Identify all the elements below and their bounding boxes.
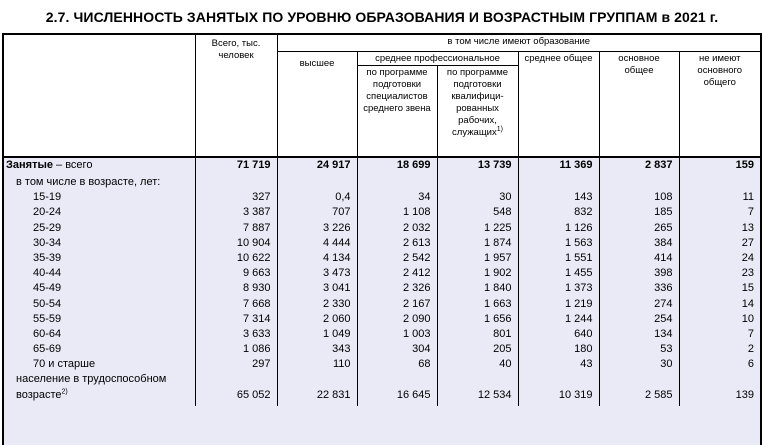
header-basic-general: основное общее [599, 51, 679, 157]
value-cell: 1 874 [437, 236, 518, 251]
working-age-cell: 22 831 [277, 386, 357, 406]
age-group-label: 55-59 [33, 312, 62, 325]
header-total: Всего, тыс. человек [195, 35, 277, 157]
value-cell: 1 551 [518, 251, 599, 266]
age-group-label: 65-69 [33, 343, 62, 356]
header-education-group: в том числе имеют образование [277, 35, 760, 51]
value-cell: 43 [518, 357, 599, 372]
value-cell: 2 542 [357, 251, 437, 266]
value-cell: 185 [599, 205, 679, 220]
value-cell: 1 086 [195, 342, 277, 357]
value-cell: 3 473 [277, 266, 357, 281]
table-row [4, 312, 760, 327]
working-age-cell: 2 585 [599, 386, 679, 406]
value-cell: 10 [679, 312, 760, 327]
value-cell: 398 [599, 266, 679, 281]
value-cell: 7 [679, 205, 760, 220]
header-sp-workers: по программе подготовки квалифици-рованных рабочих, служащих$^{1)}$ [437, 65, 518, 157]
spreadsheet-area [2, 33, 762, 445]
total-row-label: Занятые – всего [6, 159, 93, 171]
age-group-label: 25-29 [33, 221, 62, 234]
age-group-label: 70 и старше [33, 358, 96, 371]
value-cell: 1 957 [437, 251, 518, 266]
value-cell: 1 455 [518, 266, 599, 281]
total-cell: 13 739 [437, 157, 518, 175]
value-cell: 30 [437, 190, 518, 205]
table-row [4, 342, 760, 357]
total-cell: 2 837 [599, 157, 679, 175]
value-cell: 548 [437, 205, 518, 220]
value-cell: 205 [437, 342, 518, 357]
value-cell: 1 049 [277, 327, 357, 342]
value-cell: 40 [437, 357, 518, 372]
value-cell: 707 [277, 205, 357, 220]
age-group-label: 15-19 [33, 191, 62, 204]
value-cell: 108 [599, 190, 679, 205]
value-cell: 414 [599, 251, 679, 266]
value-cell: 53 [599, 342, 679, 357]
data-table [4, 35, 760, 406]
value-cell: 34 [357, 190, 437, 205]
value-cell: 1 126 [518, 221, 599, 236]
value-cell: 7 [679, 327, 760, 342]
value-cell: 2 032 [357, 221, 437, 236]
value-cell: 23 [679, 266, 760, 281]
value-cell: 2 412 [357, 266, 437, 281]
value-cell: 254 [599, 312, 679, 327]
table-row [4, 297, 760, 312]
value-cell: 801 [437, 327, 518, 342]
working-age-cell: 139 [679, 386, 760, 406]
value-cell: 2 326 [357, 281, 437, 296]
value-cell: 68 [357, 357, 437, 372]
value-cell: 2 090 [357, 312, 437, 327]
value-cell: 1 902 [437, 266, 518, 281]
header-secondary-general: среднее общее [518, 51, 599, 157]
value-cell: 1 003 [357, 327, 437, 342]
value-cell: 343 [277, 342, 357, 357]
table-row [4, 236, 760, 251]
age-section-label: в том числе в возрасте, лет: [16, 176, 161, 188]
total-cell: 18 699 [357, 157, 437, 175]
value-cell: 30 [599, 357, 679, 372]
header-higher: высшее [277, 51, 357, 157]
working-age-cell: 16 645 [357, 386, 437, 406]
value-cell: 24 [679, 251, 760, 266]
working-age-cell: 10 319 [518, 386, 599, 406]
value-cell: 0,4 [277, 190, 357, 205]
value-cell: 110 [277, 357, 357, 372]
table-title: 2.7. ЧИСЛЕННОСТЬ ЗАНЯТЫХ ПО УРОВНЮ ОБРАЗОВАНИЯ И ВОЗРАСТНЫМ ГРУППАМ в 2021 г. [45, 9, 719, 25]
table-row [4, 327, 760, 342]
age-group-label: 20-24 [33, 206, 62, 219]
value-cell: 3 633 [195, 327, 277, 342]
value-cell: 1 225 [437, 221, 518, 236]
value-cell: 265 [599, 221, 679, 236]
value-cell: 297 [195, 357, 277, 372]
value-cell: 6 [679, 357, 760, 372]
value-cell: 7 887 [195, 221, 277, 236]
value-cell: 3 387 [195, 205, 277, 220]
value-cell: 1 563 [518, 236, 599, 251]
value-cell: 327 [195, 190, 277, 205]
value-cell: 27 [679, 236, 760, 251]
value-cell: 13 [679, 221, 760, 236]
value-cell: 10 622 [195, 251, 277, 266]
value-cell: 832 [518, 205, 599, 220]
table-row [4, 281, 760, 296]
header-no-basic: не имеют основного общего [679, 51, 760, 157]
table-row [4, 357, 760, 372]
value-cell: 640 [518, 327, 599, 342]
value-cell: 14 [679, 297, 760, 312]
value-cell: 384 [599, 236, 679, 251]
age-group-label: 50-54 [33, 297, 62, 310]
value-cell: 1 840 [437, 281, 518, 296]
value-cell: 7 668 [195, 297, 277, 312]
value-cell: 1 219 [518, 297, 599, 312]
value-cell: 1 373 [518, 281, 599, 296]
table-row [4, 221, 760, 236]
value-cell: 2 613 [357, 236, 437, 251]
value-cell: 1 656 [437, 312, 518, 327]
value-cell: 304 [357, 342, 437, 357]
header-corner [4, 35, 195, 157]
value-cell: 10 904 [195, 236, 277, 251]
value-cell: 2 [679, 342, 760, 357]
value-cell: 8 930 [195, 281, 277, 296]
value-cell: 15 [679, 281, 760, 296]
value-cell: 2 330 [277, 297, 357, 312]
working-age-cell: 12 534 [437, 386, 518, 406]
value-cell: 7 314 [195, 312, 277, 327]
total-cell: 71 719 [195, 157, 277, 175]
age-group-label: 45-49 [33, 282, 62, 295]
value-cell: 274 [599, 297, 679, 312]
total-cell: 159 [679, 157, 760, 175]
age-group-label: 40-44 [33, 267, 62, 280]
value-cell: 3 226 [277, 221, 357, 236]
value-cell: 336 [599, 281, 679, 296]
working-age-label-line1: население в трудоспособном [16, 373, 167, 386]
working-age-label-line2: возрасте$^{2)}$ [16, 388, 68, 402]
table-row [4, 205, 760, 220]
value-cell: 11 [679, 190, 760, 205]
table-row [4, 251, 760, 266]
total-cell: 11 369 [518, 157, 599, 175]
value-cell: 3 041 [277, 281, 357, 296]
value-cell: 2 060 [277, 312, 357, 327]
value-cell: 4 444 [277, 236, 357, 251]
age-group-label: 60-64 [33, 327, 62, 340]
value-cell: 2 167 [357, 297, 437, 312]
value-cell: 143 [518, 190, 599, 205]
header-secondary-prof: среднее профессиональное [357, 51, 518, 65]
age-group-label: 30-34 [33, 236, 62, 249]
value-cell: 1 663 [437, 297, 518, 312]
value-cell: 1 244 [518, 312, 599, 327]
value-cell: 134 [599, 327, 679, 342]
value-cell: 4 134 [277, 251, 357, 266]
total-cell: 24 917 [277, 157, 357, 175]
value-cell: 180 [518, 342, 599, 357]
header-sp-mid: по программе подготовки специалистов среднего звена [357, 65, 437, 157]
table-row [4, 190, 760, 205]
age-group-label: 35-39 [33, 251, 62, 264]
value-cell: 9 663 [195, 266, 277, 281]
working-age-cell: 65 052 [195, 386, 277, 406]
value-cell: 1 108 [357, 205, 437, 220]
table-row [4, 266, 760, 281]
